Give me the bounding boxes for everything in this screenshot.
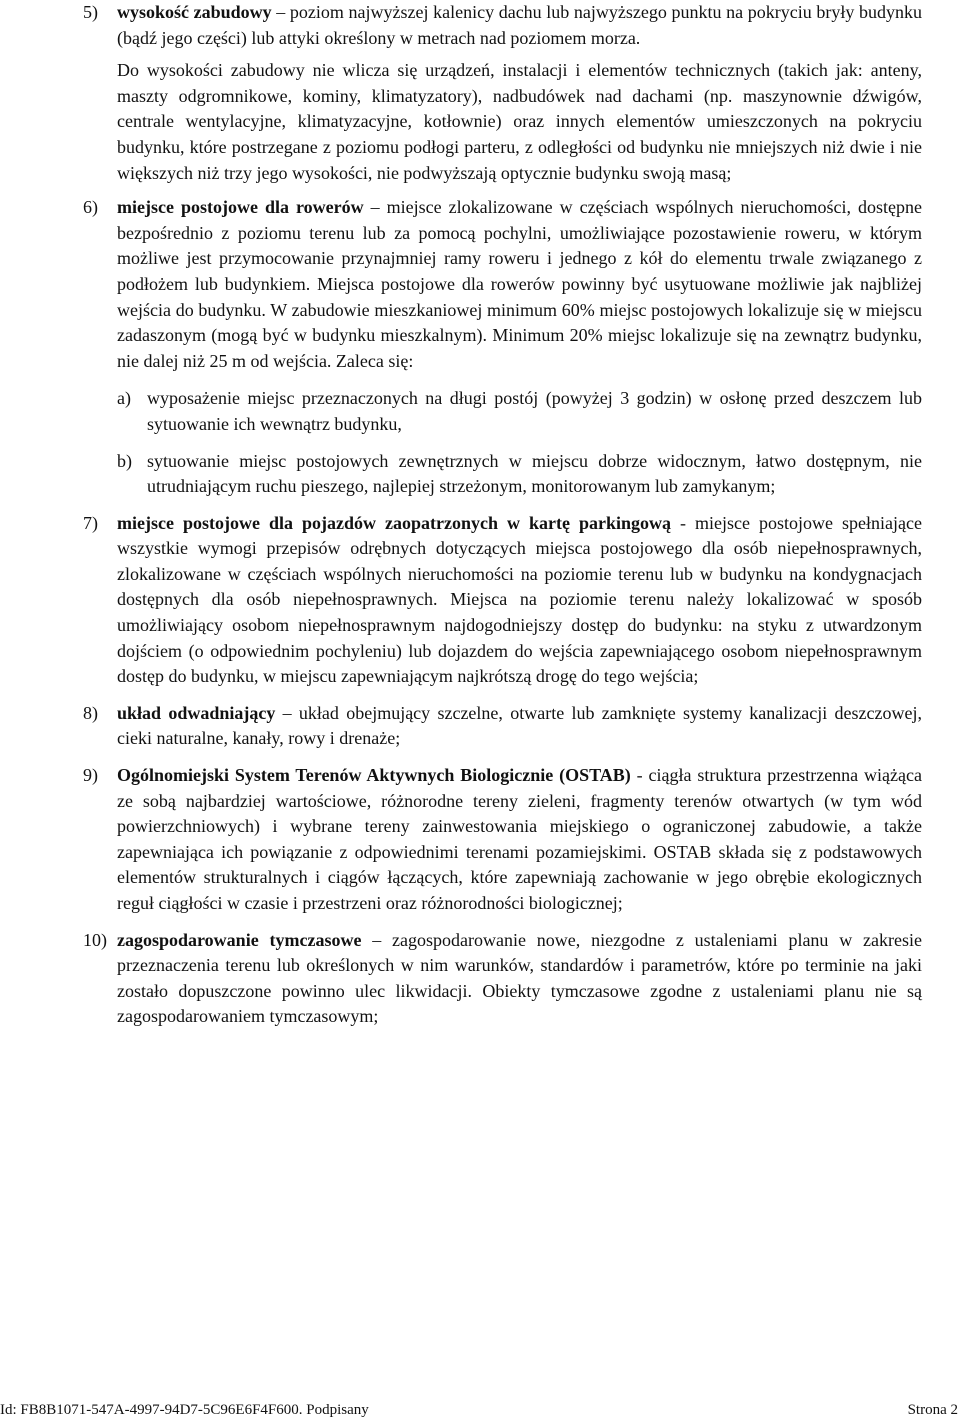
sub-item-text: wyposażenie miejsc przeznaczonych na długi postój (powyżej 3 godzin) w osłonę przed deszczem lub sytuowanie ich wewnątrz budynku, bbox=[147, 388, 922, 434]
sub-item-letter: a) bbox=[117, 388, 131, 409]
sub-item-letter: b) bbox=[117, 450, 132, 471]
definition-text: - miejsce postojowe spełniające wszystkie wymogi przepisów odrębnych dotyczących miejsca postojowego dla osób niepełnosprawnych, zlokalizowane w częściach wspólnych nieruchomości na poziomie terenu lub w budynku na kondygnacjach dostępnych dla osób niepełnosprawnych. Miejsca na poziomie terenu należy lokalizować w sposób umożliwiający osobom niepełnosprawnym najdogodniejszy dostęp do budynku: na styku z utwardzonym dojściem (o odpowiednim pochyleniu) lub dojazdem do wejścia zapewniającego osobom niepełnosprawnym dostęp do budynku, w miejscu zapewniającym najkrótszą drogę do tego wejścia; bbox=[117, 512, 922, 687]
item-number: 9) bbox=[83, 765, 98, 786]
sub-item-text: sytuowanie miejsc postojowych zewnętrznych w miejscu dobrze widocznym, łatwo dostępnym, nie utrudniającym ruchu pieszego, najlepiej strzeżonym, monitorowanym lub zamykanym; bbox=[147, 450, 922, 497]
defined-term: wysokość zabudowy bbox=[117, 2, 272, 22]
definition-item-6 bbox=[83, 195, 922, 374]
definition-text: – poziom najwyższej kalenicy dachu lub najwyższego punktu na pokryciu bryły budynku (bądź jego części) lub attyki określony w metrach nad poziomem morza. bbox=[117, 2, 922, 48]
sub-item-a bbox=[83, 386, 922, 437]
definition-text: – układ obejmujący szczelne, otwarte lub zamknięte systemy kanalizacji deszczowej, cieki naturalne, kanały, rowy i drenaże; bbox=[117, 702, 922, 749]
definition-item-9 bbox=[83, 763, 922, 917]
sub-item-b bbox=[83, 449, 922, 500]
defined-term: układ odwadniający bbox=[117, 702, 276, 723]
definition-item-10 bbox=[83, 928, 922, 1030]
defined-term: miejsce postojowe dla pojazdów zaopatrzonych w kartę parkingową bbox=[117, 512, 672, 533]
document-body bbox=[83, 0, 922, 1030]
definition-paragraph: Do wysokości zabudowy nie wlicza się urządzeń, instalacji i elementów technicznych (takich jak: anteny, maszty odgromnikowe, kominy, klimatyzatory), nadbudówek nad dachami (np. maszynownie dźwigów, centrale wentylacyjne, klimatyzacyjne, kotłownie) oraz innych elementów umieszczonych na pokryciu budynku, które postrzegane z poziomu podłogi parteru, z odległości od budynku nie mniejszych niż dwie i nie większych niż trzy jego wysokości, nie podwyższają optycznie budynku swoją masą; bbox=[117, 60, 922, 183]
definition-text: - ciągła struktura przestrzenna wiążąca ze sobą najbardziej wartościowe, różnorodne tereny zieleni, fragmenty terenów otwartych (w tym wód powierzchniowych) i wybrane tereny zainwestowania miejskiego o ograniczonej zabudowie, a także zapewniająca ich powiązanie z odpowiednimi terenami pozamiejskimi. OSTAB składa się z podstawowych elementów strukturalnych i ciągów łączących, które zapewniają zachowanie w jego obrębie ekologicznych reguł ciągłości w czasie i przestrzeni oraz różnorodności biologicznej; bbox=[117, 765, 922, 913]
definition-item-7 bbox=[83, 511, 922, 690]
defined-term: miejsce postojowe dla rowerów bbox=[117, 197, 364, 218]
item-number: 8) bbox=[83, 702, 98, 723]
item-number: 10) bbox=[83, 929, 107, 950]
defined-term: Ogólnomiejski System Terenów Aktywnych Biologicznie (OSTAB) bbox=[117, 765, 631, 786]
defined-term: zagospodarowanie tymczasowe bbox=[117, 929, 362, 950]
definition-item-5 bbox=[83, 0, 922, 186]
page-number: Strona 2 bbox=[907, 1402, 958, 1418]
definition-text: – zagospodarowanie nowe, niezgodne z ustaleniami planu w zakresie przeznaczenia terenu lub określonych w nim warunków, standardów i parametrów, które po terminie na jaki zostało dopuszczone powinno ulec likwidacji. Obiekty tymczasowe zgodne z ustaleniami planu nie są zagospodarowaniem tymczasowym; bbox=[117, 929, 922, 1027]
item-number: 7) bbox=[83, 512, 98, 533]
document-id: Id: FB8B1071-547A-4997-94D7-5C96E6F4F600. Podpisany bbox=[0, 1402, 369, 1418]
definition-item-8 bbox=[83, 701, 922, 752]
item-number: 5) bbox=[83, 2, 98, 22]
definition-text: – miejsce zlokalizowane w częściach wspólnych nieruchomości, dostępne bezpośrednio z poziomu terenu lub za pomocą pochylni, umożliwiające pozostawienie roweru, w którym możliwe jest przymocowanie przynajmniej ramy roweru i jednego z kół do elementu trwale związanego z podłożem lub budynkiem. Miejsca postojowe dla rowerów powinny być usytuowane możliwie jak najbliżej wejścia do budynku. W zabudowie mieszkaniowej minimum 60% miejsc postojowych lokalizuje się w miejscu zadaszonym (mogą być w budynku mieszkalnym). Minimum 20% miejsc lokalizuje się na zewnątrz budynku, nie dalej niż 25 m od wejścia. Zaleca się: bbox=[117, 197, 923, 371]
item-number: 6) bbox=[83, 197, 98, 218]
